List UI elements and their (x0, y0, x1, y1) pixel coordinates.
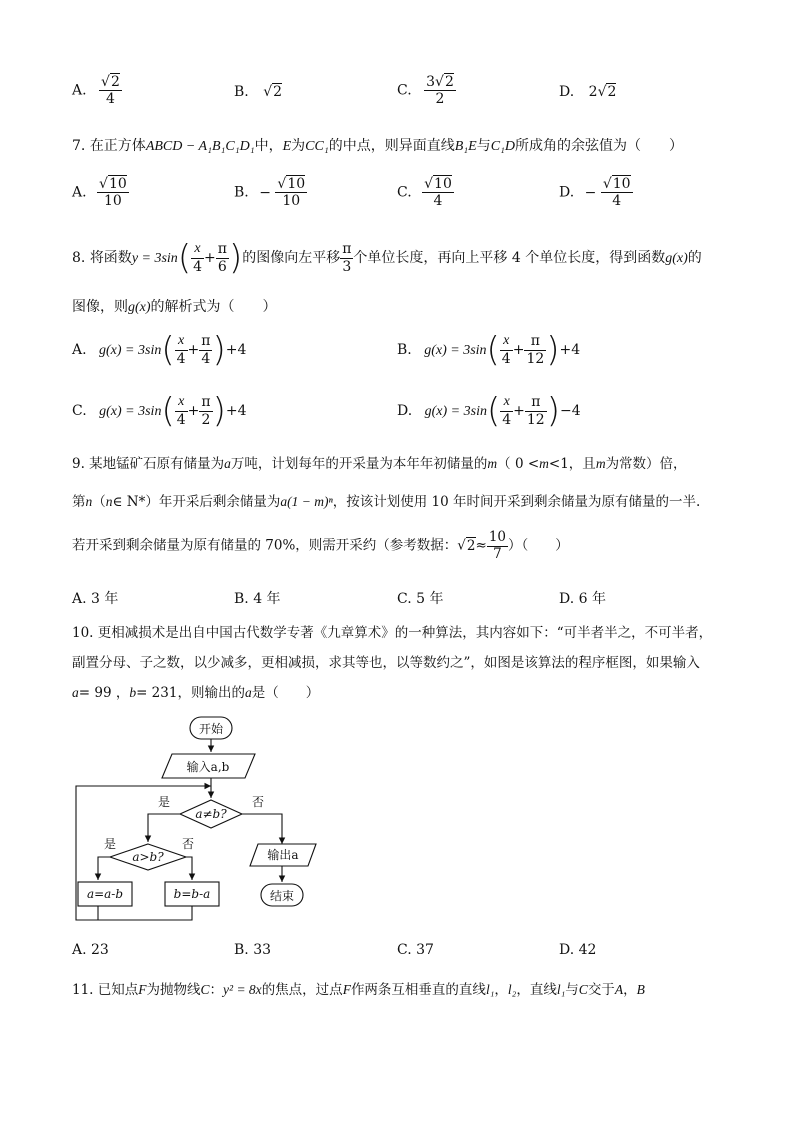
q6-option-b[interactable]: B. √2 (234, 84, 283, 100)
q8-stem-line2 (72, 296, 277, 316)
function-lhs: g(x) = 3sin (424, 343, 487, 358)
line-c1d: C₁D (490, 139, 516, 154)
q7-stem (72, 135, 683, 155)
function-g: g(x) (665, 251, 688, 266)
flow-yes1-label: 是 (157, 795, 171, 809)
denominator: 12 (526, 411, 545, 428)
text: = 231，则输出的 (136, 685, 245, 701)
option-label: D. (397, 403, 413, 419)
text: ， (494, 982, 508, 998)
question-number: 7. (72, 138, 86, 154)
numerator: x (500, 394, 513, 411)
function-g: g(x) (128, 300, 151, 315)
point-f: F (342, 982, 351, 997)
denominator: 4 (176, 411, 186, 428)
plus: + (513, 403, 525, 419)
text: 为常数）倍， (605, 456, 687, 472)
text: = 99 ， (78, 685, 130, 701)
point-a: A (614, 982, 624, 997)
text: 11. 已知点 (72, 982, 139, 998)
text: ∈ N*）年开采后剩余储量为 (112, 494, 281, 510)
numerator: π (524, 333, 546, 350)
numerator: 10 (488, 529, 506, 545)
fraction-pi-over-6 (216, 241, 229, 274)
text: <1，且 (548, 456, 596, 472)
denominator: 4 (176, 350, 186, 367)
denominator: 10 (103, 193, 122, 210)
plus: + (187, 342, 200, 358)
function-lhs: g(x) = 3sin (99, 343, 162, 358)
flow-end-label: 结束 (269, 889, 295, 903)
radicand: 2 (110, 74, 120, 90)
text: 中， (254, 138, 283, 154)
text: 所成角的余弦值为（ ） (515, 138, 684, 154)
option-label: B. (234, 84, 249, 100)
option-label: A. (72, 342, 87, 358)
fraction-x-over-4 (191, 241, 204, 274)
flow-output-label: 输出a (267, 848, 299, 862)
radicand: 2 (444, 74, 454, 90)
q7-option-a[interactable] (72, 176, 129, 209)
plus: + (187, 403, 200, 419)
text: 的图像向左平移 (242, 250, 341, 266)
denominator: 2 (201, 411, 211, 428)
tail: −4 (559, 403, 581, 419)
fraction (524, 333, 546, 366)
q8-option-a[interactable]: A. g(x) = 3sin( $\frac{x}{4}$ + $\frac{\pi}{4}$ )+4 (72, 330, 247, 370)
radicand: 10 (287, 176, 306, 192)
q10-option-a[interactable]: A. 23 (72, 942, 109, 958)
flow-assign-a-label: a=a-b (86, 887, 124, 901)
q10-stem-line1: 10. 更相减损术是出自中国古代数学专著《九章算术》的一种算法，其内容如下：“可半者半之，不可半者， (72, 625, 713, 641)
q9-option-b[interactable]: B. 4 年 (234, 591, 281, 607)
line-b1e: B₁E (454, 139, 477, 154)
text: 若开采到剩余储量为原有储量的 70%，则需开采约（参考数据： (72, 537, 458, 554)
curve-c: C (200, 982, 210, 997)
tail: +4 (225, 403, 247, 419)
curve-c: C (578, 982, 588, 997)
fraction: $\frac{√10}{10}$ (277, 176, 306, 210)
option-label: B. (397, 342, 412, 358)
q6-option-a[interactable] (72, 74, 122, 107)
q8-option-c[interactable]: C. g(x) = 3sin( $\frac{x}{4}$ + $\frac{\pi}{2}$ )+4 (72, 391, 247, 431)
q10-option-d[interactable]: D. 42 (559, 942, 597, 958)
sign: − (259, 184, 271, 201)
text: 第 (72, 494, 86, 510)
radicand: 10 (108, 176, 127, 192)
question-number: 8. (72, 250, 86, 266)
equation: y² = 8x (223, 982, 262, 997)
text: 的 (687, 250, 702, 266)
point-f: F (138, 982, 147, 997)
cube-name: ABCD − A₁B₁C₁D₁ (145, 139, 255, 154)
option-label: C. (72, 403, 87, 419)
var-a: a (224, 456, 231, 471)
q7-option-b[interactable] (234, 176, 307, 209)
text: （ 0 < (497, 456, 540, 472)
flow-no1-label: 否 (251, 795, 265, 809)
fraction (500, 394, 513, 427)
text: （ (92, 494, 106, 510)
denominator: 4 (193, 258, 202, 275)
denominator: 4 (501, 350, 511, 367)
text: 与 (565, 982, 579, 998)
text: 为抛物线 (146, 982, 201, 998)
text: 的中点，则异面直线 (328, 138, 455, 154)
fraction (500, 333, 513, 366)
var-a: a (72, 685, 79, 700)
q6-option-d[interactable]: D. 2√2 (559, 84, 617, 100)
q10-stem-line3 (72, 681, 319, 701)
fraction-10-over-7 (487, 530, 508, 562)
text: 的焦点，过点 (261, 982, 343, 998)
flow-input-label: 输入a,b (186, 760, 230, 774)
radicand: 2 (466, 537, 476, 554)
denominator: 4 (105, 91, 115, 108)
option-label: C. (397, 184, 412, 201)
fraction (199, 394, 212, 427)
fraction: $\frac{√10}{4}$ (424, 176, 452, 210)
option-label: D. (559, 84, 575, 100)
q8-option-b[interactable]: B. g(x) = 3sin( $\frac{x}{4}$ + $\frac{\pi}{12}$ )+4 (397, 330, 581, 370)
denominator: 12 (526, 350, 545, 367)
denominator: 2 (435, 91, 445, 108)
radicand: 2 (607, 84, 617, 100)
option-label: C. (397, 82, 412, 99)
q9-option-c[interactable]: C. 5 年 (397, 591, 444, 607)
line-l1: l₁ (556, 982, 566, 997)
sign: − (584, 184, 597, 201)
q9-stem-line2 (72, 490, 700, 510)
text: 是（ ） (251, 685, 320, 701)
numerator: x (191, 241, 204, 258)
line-l2: l₂ (507, 982, 517, 997)
text: ，直线 (516, 982, 557, 998)
var-m: m (487, 456, 498, 471)
option-label: A. (72, 82, 87, 99)
option-label: D. (559, 184, 575, 201)
text: ）（ ） (508, 537, 569, 554)
fraction (525, 394, 547, 427)
text: 图像，则 (72, 299, 128, 315)
plus: + (512, 342, 525, 358)
q7-option-c[interactable] (397, 176, 454, 209)
fraction: $\frac{√10}{4}$ (602, 176, 631, 210)
numerator: π (217, 241, 227, 258)
expression: a(1 − m)ⁿ (280, 494, 333, 509)
numerator: π (201, 333, 211, 350)
text: ， (623, 982, 637, 998)
q11-stem-line1 (72, 978, 645, 998)
text: 个单位长度，再向上平移 4 个单位长度，得到函数 (353, 250, 666, 266)
q10-option-c[interactable]: C. 37 (397, 942, 434, 958)
numerator: x (175, 333, 188, 350)
q9-option-a[interactable]: A. 3 年 (72, 591, 119, 607)
fraction (175, 333, 188, 366)
function-lhs: y = 3sin (131, 251, 178, 266)
tail: +4 (559, 342, 581, 358)
fraction: $\frac{3√2}{2}$ (426, 74, 454, 108)
q9-option-d[interactable]: D. 6 年 (559, 591, 606, 607)
numerator: x (175, 394, 188, 411)
var-m: m (539, 456, 549, 471)
flow-no2-label: 否 (181, 837, 195, 851)
denominator: 4 (612, 193, 622, 210)
point-b: B (636, 982, 645, 997)
var-b: b (129, 685, 137, 700)
option-label: A. (72, 184, 87, 201)
fraction: $\frac{√10}{10}$ (99, 176, 127, 210)
flow-cond2-label: a>b? (132, 850, 164, 864)
var-a: a (244, 685, 252, 700)
q6-option-c[interactable] (397, 74, 456, 107)
numerator: π (201, 394, 211, 411)
coefficient: 2 (588, 84, 598, 100)
text: 万吨，计划每年的开采量为本年年初储量的 (230, 456, 488, 472)
denominator: 4 (502, 411, 512, 428)
denominator: 10 (282, 193, 301, 210)
fraction: $\frac{√2}{4}$ (101, 74, 120, 108)
fraction-pi-over-3 (340, 241, 353, 274)
flow-start-label: 开始 (198, 722, 224, 736)
flow-assign-b-label: b=b-a (173, 887, 211, 901)
q10-stem-line2: 副置分母、子之数，以少减多，更相减损，求其等也，以等数约之”，如图是该算法的程序框图，如果输入 (72, 655, 700, 671)
text: 与 (476, 138, 491, 154)
function-lhs: g(x) = 3sin (99, 404, 162, 419)
numerator: π (342, 241, 352, 258)
text: 为 (291, 138, 306, 154)
denominator: 7 (493, 545, 502, 562)
text: 作两条互相垂直的直线 (350, 982, 486, 998)
flow-cond1-label: a≠b? (195, 807, 227, 821)
edge-cc1: CC₁ (305, 139, 329, 154)
text: 9. 某地锰矿石原有储量为 (72, 456, 225, 472)
radicand: 10 (434, 176, 452, 192)
q8-stem-line1: 8. 将函数y = 3sin( $\frac{x}{4}$ + $\frac{\pi}{6}$ )的图像向左平移 $\frac{\pi}{3}$ 个单位长度，再向上平移 4 个单位长度，得到函数g(x)的 (72, 238, 702, 278)
fraction (175, 394, 188, 427)
function-lhs: g(x) = 3sin (424, 404, 487, 419)
denominator: 6 (217, 258, 227, 275)
point-e: E (282, 139, 292, 154)
line-l1: l₁ (485, 982, 495, 997)
flowchart (70, 712, 330, 932)
flow-yes2-label: 是 (103, 837, 117, 851)
approx: ≈ (475, 537, 487, 554)
option-label: B. (234, 184, 249, 201)
var-n: n (85, 494, 93, 509)
denominator: 4 (433, 193, 443, 210)
q7-option-d[interactable] (559, 176, 633, 209)
q8-option-d[interactable]: D. g(x) = 3sin( $\frac{x}{4}$ + $\frac{\pi}{12}$ )−4 (397, 391, 581, 431)
text: ： (209, 982, 224, 998)
q9-stem-line3: 若开采到剩余储量为原有储量的 70%，则需开采约（参考数据：√2≈ $\frac{10}{7}$ ）（ ） (72, 529, 569, 562)
radicand: 2 (273, 84, 283, 100)
q10-option-b[interactable]: B. 33 (234, 942, 272, 958)
q9-stem-line1 (72, 452, 687, 472)
var-n: n (105, 494, 113, 509)
text: 在正方体 (89, 138, 146, 154)
numerator: x (500, 333, 513, 350)
numerator: π (525, 394, 547, 411)
text: 交于 (587, 982, 615, 998)
tail: +4 (225, 342, 247, 358)
text: 的解析式为（ ） (150, 299, 277, 315)
coefficient: 3 (426, 74, 436, 90)
text: 将函数 (89, 250, 132, 266)
radicand: 10 (612, 176, 631, 192)
denominator: 3 (342, 258, 352, 275)
fraction (199, 333, 212, 366)
denominator: 4 (201, 350, 211, 367)
text: ，按该计划使用 10 年时间开采到剩余储量为原有储量的一半. (332, 494, 701, 510)
var-m: m (595, 456, 606, 471)
